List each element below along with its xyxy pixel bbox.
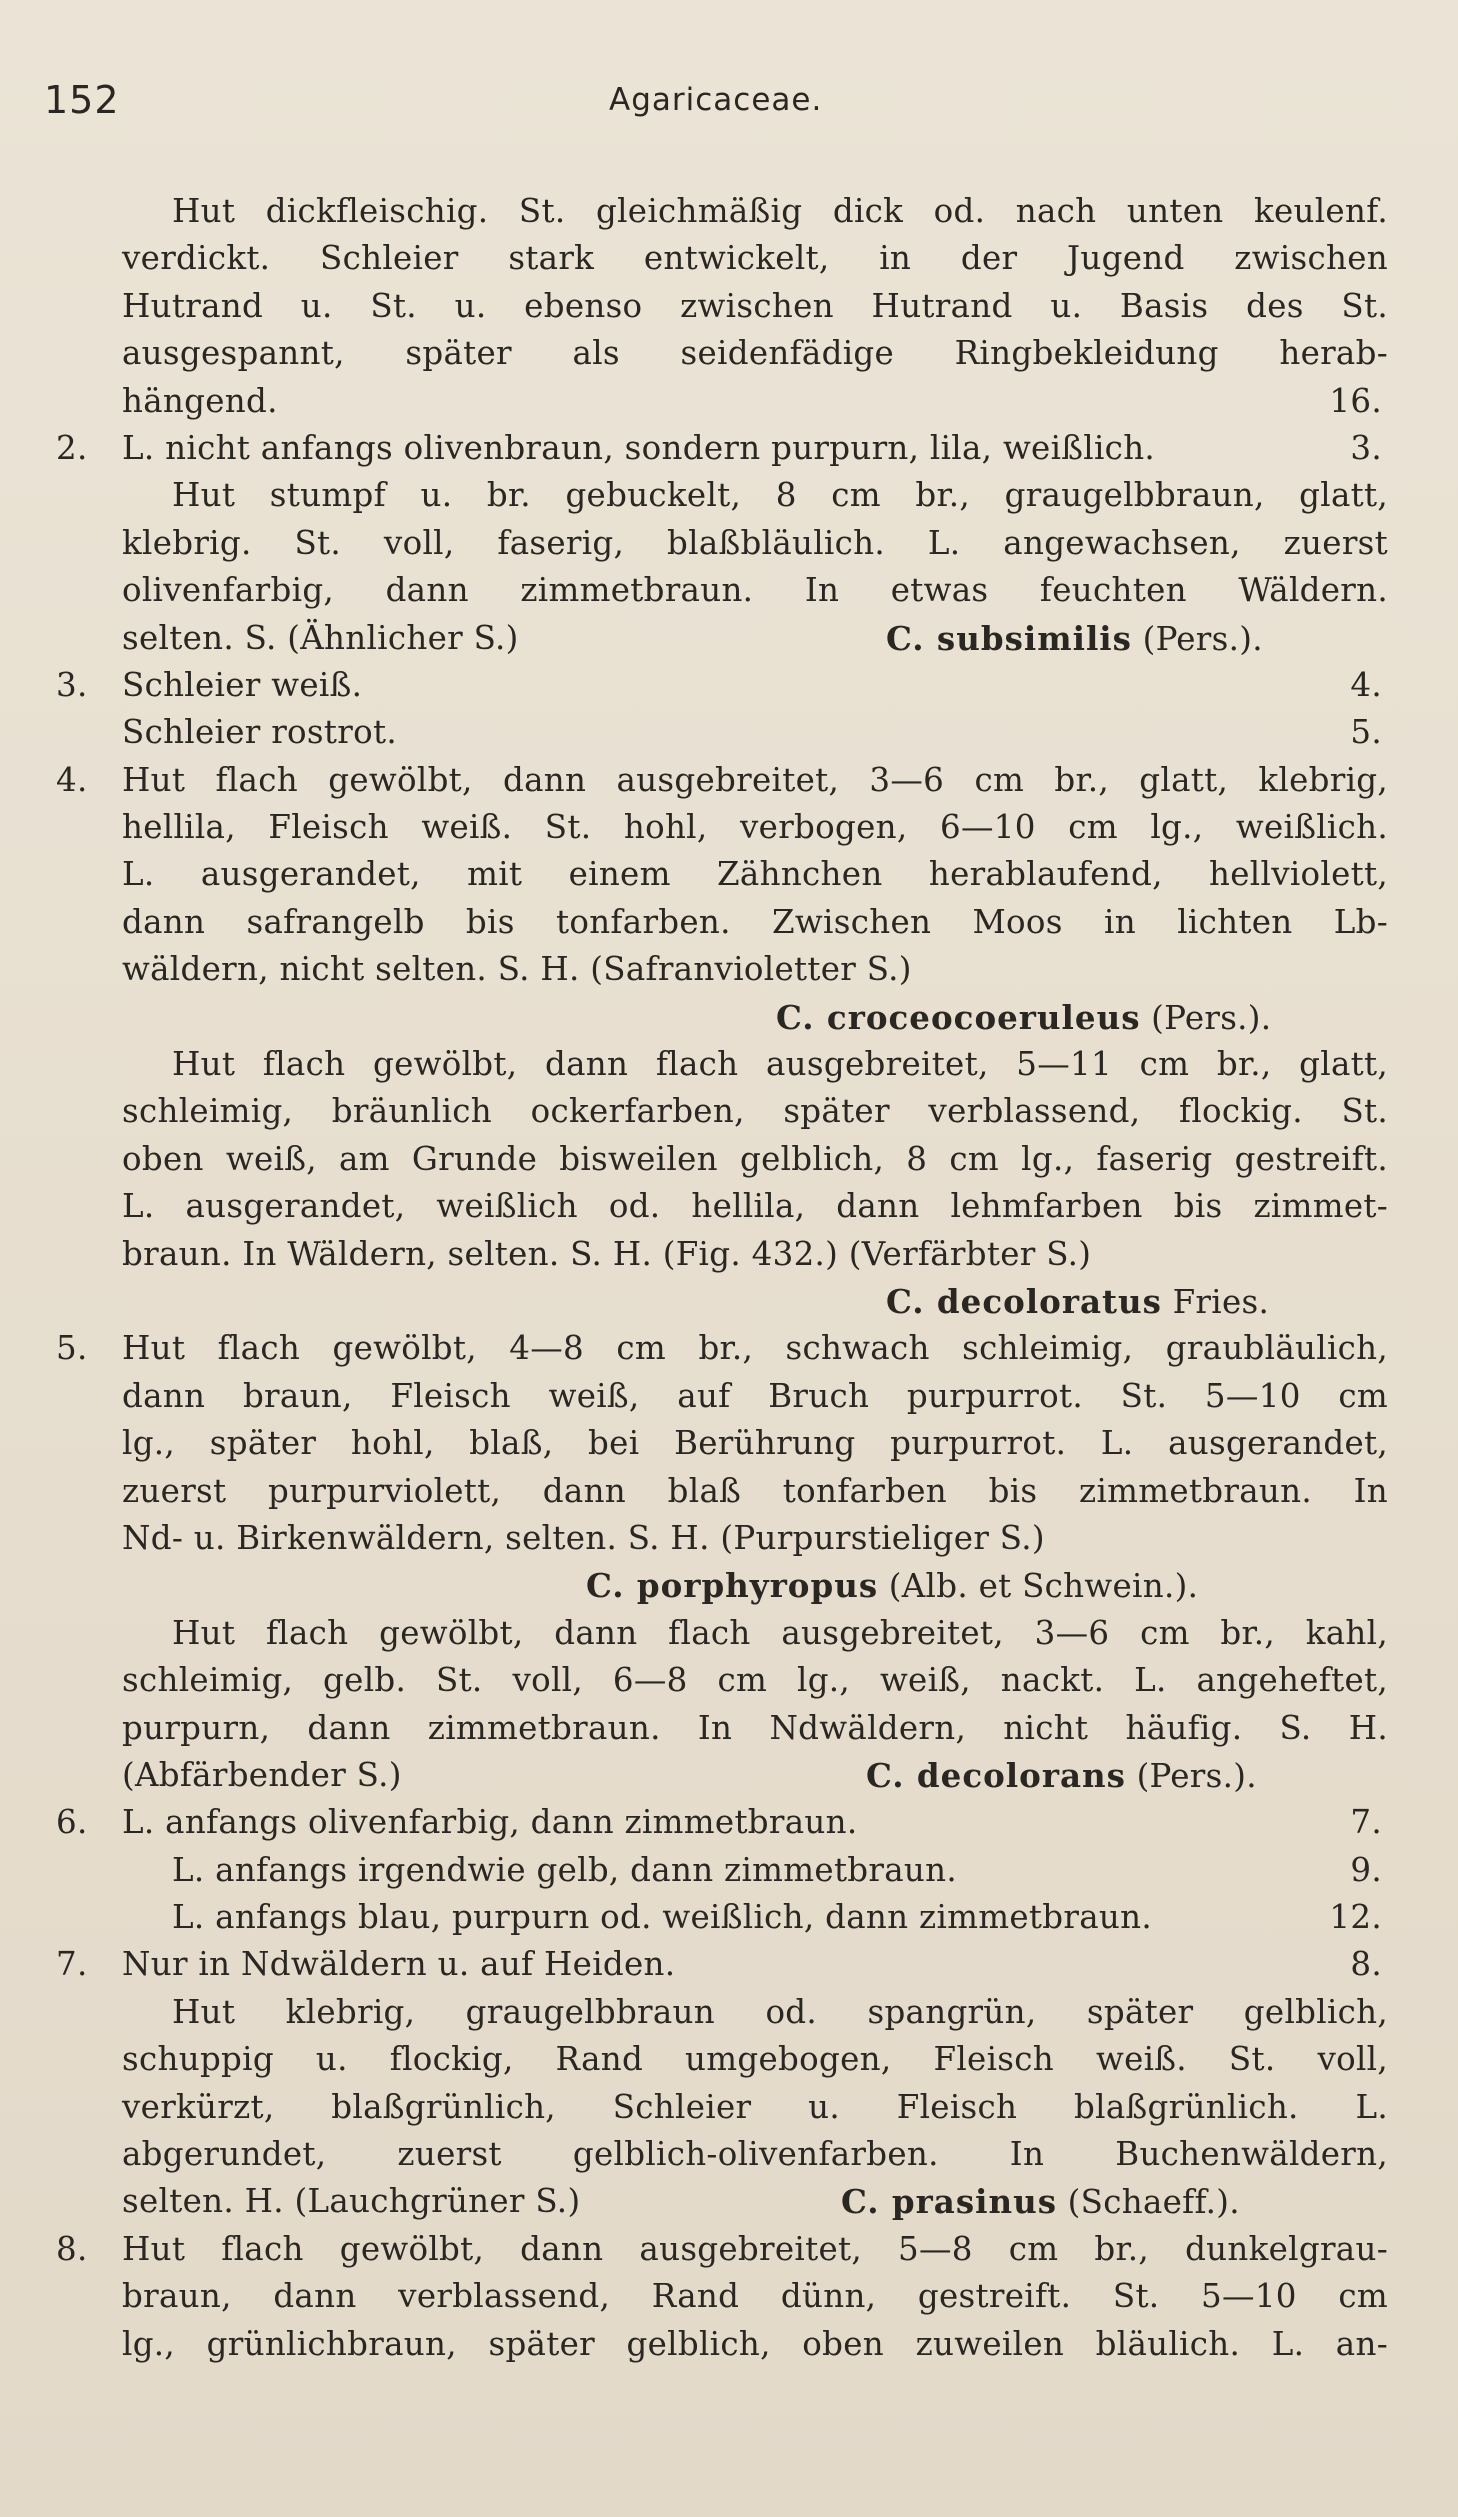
- species-name: [586, 1562, 1198, 1610]
- text-line: [56, 1420, 1388, 1467]
- text-line: [56, 1183, 1388, 1230]
- text-line: [56, 1941, 1388, 1988]
- text-line: [56, 946, 1388, 993]
- text-line: [56, 1041, 1388, 1088]
- line-text: Hut flach gewölbt, dann ausgebreitet, 3—6 cm br., glatt, klebrig,: [122, 760, 1388, 799]
- line-text: lg., grünlichbraun, später gelblich, oben zuweilen bläulich. L. an-: [122, 2324, 1388, 2363]
- key-step-number: 7.: [56, 1945, 88, 1984]
- text-line: [56, 520, 1388, 567]
- line-text: lg., später hohl, blaß, bei Berührung purpurrot. L. ausgerandet,: [122, 1424, 1388, 1463]
- line-text: braun, dann verblassend, Rand dünn, gestreift. St. 5—10 cm: [122, 2277, 1388, 2316]
- key-reference-number: 9.: [1350, 1850, 1382, 1889]
- line-text: Schleier weiß.: [122, 665, 363, 704]
- line-text: selten. H. (Lauchgrüner S.): [122, 2182, 581, 2221]
- line-text: Hut dickfleischig. St. gleichmäßig dick od. nach unten keulenf.: [172, 192, 1388, 230]
- species-name: [776, 994, 1271, 1042]
- key-step-number: 3.: [56, 665, 88, 704]
- line-text: abgerundet, zuerst gelblich-olivenfarben. In Buchenwäldern,: [122, 2135, 1388, 2174]
- text-line: [56, 1088, 1388, 1135]
- line-text: schuppig u. flockig, Rand umgebogen, Fleisch weiß. St. voll,: [122, 2040, 1388, 2079]
- text-line: [56, 1894, 1388, 1941]
- line-text: Hut flach gewölbt, dann flach ausgebreitet, 5—11 cm br., glatt,: [172, 1045, 1388, 1084]
- line-text: Hut stumpf u. br. gebuckelt, 8 cm br., graugelbbraun, glatt,: [172, 476, 1388, 515]
- key-step-number: 2.: [56, 428, 88, 467]
- line-text: Hut flach gewölbt, dann flach ausgebreitet, 3—6 cm br., kahl,: [172, 1613, 1388, 1652]
- text-line: [56, 2226, 1388, 2273]
- line-text: oben weiß, am Grunde bisweilen gelblich, 8 cm lg., faserig gestreift.: [122, 1139, 1388, 1178]
- text-line: [56, 567, 1388, 614]
- key-reference-number: 7.: [1350, 1803, 1382, 1842]
- text-line: [56, 2321, 1388, 2368]
- text-line: [56, 709, 1388, 756]
- text-line: [56, 1989, 1388, 2036]
- line-text: ausgespannt, später als seidenfädige Ringbekleidung herab-: [122, 334, 1388, 373]
- text-line: [56, 1657, 1388, 1704]
- key-step-number: 5.: [56, 1329, 88, 1368]
- line-text: L. anfangs irgendwie gelb, dann zimmetbraun.: [172, 1850, 958, 1889]
- line-text: Nd- u. Birkenwäldern, selten. S. H. (Purpurstieliger S.): [122, 1518, 1045, 1557]
- text-line: [56, 2178, 1388, 2225]
- text-line: [56, 330, 1388, 377]
- text-line: [56, 1231, 1388, 1278]
- species-name: [886, 615, 1263, 663]
- page-number: 152: [44, 78, 120, 122]
- line-text: purpurn, dann zimmetbraun. In Ndwäldern, nicht häufig. S. H.: [122, 1708, 1388, 1747]
- line-text: hängend.: [122, 381, 278, 420]
- line-text: wäldern, nicht selten. S. H. (Safranvioletter S.): [122, 950, 912, 989]
- text-line: [56, 1847, 1388, 1894]
- line-text: verkürzt, blaßgrünlich, Schleier u. Fleisch blaßgrünlich. L.: [122, 2087, 1388, 2126]
- text-line: [56, 851, 1388, 898]
- key-reference-number: 8.: [1350, 1945, 1382, 1984]
- text-line: [56, 283, 1388, 330]
- key-reference-number: 5.: [1350, 713, 1382, 752]
- text-line: [56, 662, 1388, 709]
- text-line: [56, 804, 1388, 851]
- line-text: L. nicht anfangs olivenbraun, sondern purpurn, lila, weißlich.: [122, 428, 1156, 467]
- text-line: [56, 899, 1388, 946]
- species-binomial: C. decoloratus: [886, 1281, 1162, 1321]
- species-author: (Pers.).: [1140, 998, 1272, 1037]
- text-line: [56, 1373, 1388, 1420]
- text-line: [56, 2273, 1388, 2320]
- species-author: (Schaeff.).: [1057, 2183, 1240, 2222]
- species-author: (Pers.).: [1131, 619, 1263, 658]
- line-text: L. ausgerandet, weißlich od. hellila, dann lehmfarben bis zimmet-: [122, 1187, 1388, 1226]
- line-text: (Abfärbender S.): [122, 1755, 402, 1794]
- species-author: Fries.: [1161, 1282, 1270, 1321]
- line-text: klebrig. St. voll, faserig, blaßbläulich. L. angewachsen, zuerst: [122, 523, 1388, 562]
- text-line: [56, 1752, 1388, 1799]
- line-text: Nur in Ndwäldern u. auf Heiden.: [122, 1945, 676, 1984]
- species-author: (Pers.).: [1125, 1756, 1257, 1795]
- species-binomial: C. porphyropus: [586, 1566, 879, 1606]
- line-text: selten. S. (Ähnlicher S.): [122, 618, 519, 657]
- line-text: Hut klebrig, graugelbbraun od. spangrün, später gelblich,: [172, 1992, 1388, 2031]
- text-line: [56, 2131, 1388, 2178]
- line-text: verdickt. Schleier stark entwickelt, in der Jugend zwischen: [122, 239, 1388, 278]
- line-text: dann braun, Fleisch weiß, auf Bruch purpurrot. St. 5—10 cm: [122, 1376, 1388, 1415]
- text-line: [56, 1278, 1388, 1325]
- line-text: Schleier rostrot.: [122, 713, 397, 752]
- key-reference-number: 12.: [1329, 1898, 1382, 1937]
- key-step-number: 6.: [56, 1803, 88, 1842]
- text-line: [56, 472, 1388, 519]
- line-text: dann safrangelb bis tonfarben. Zwischen Moos in lichten Lb-: [122, 902, 1388, 941]
- line-text: Hut flach gewölbt, dann ausgebreitet, 5—8 cm br., dunkelgrau-: [122, 2229, 1388, 2268]
- species-author: (Alb. et Schwein.).: [878, 1567, 1199, 1606]
- text-line: [56, 1610, 1388, 1657]
- key-reference-number: 4.: [1350, 665, 1382, 704]
- line-text: L. ausgerandet, mit einem Zähnchen herablaufend, hellviolett,: [122, 855, 1388, 894]
- text-line: [56, 1515, 1388, 1562]
- key-step-number: 4.: [56, 760, 88, 799]
- key-reference-number: 3.: [1350, 428, 1382, 467]
- line-text: L. anfangs blau, purpurn od. weißlich, dann zimmetbraun.: [172, 1898, 1152, 1937]
- text-line: [56, 1136, 1388, 1183]
- text-line: [56, 1799, 1388, 1846]
- text-line: [56, 378, 1388, 425]
- text-line: [56, 2084, 1388, 2131]
- key-text-block: [56, 188, 1388, 2368]
- text-line: [56, 235, 1388, 282]
- line-text: olivenfarbig, dann zimmetbraun. In etwas feuchten Wäldern.: [122, 571, 1388, 610]
- text-line: [56, 425, 1388, 472]
- text-line: [56, 2036, 1388, 2083]
- line-text: Hutrand u. St. u. ebenso zwischen Hutrand u. Basis des St.: [122, 286, 1388, 325]
- species-name: [866, 1752, 1257, 1800]
- running-head: Agaricaceae.: [609, 82, 823, 118]
- species-name: [886, 1278, 1269, 1326]
- line-text: schleimig, gelb. St. voll, 6—8 cm lg., weiß, nackt. L. angeheftet,: [122, 1661, 1388, 1700]
- line-text: L. anfangs olivenfarbig, dann zimmetbraun.: [122, 1803, 858, 1842]
- line-text: hellila, Fleisch weiß. St. hohl, verbogen, 6—10 cm lg., weißlich.: [122, 808, 1388, 847]
- key-reference-number: 16.: [1329, 381, 1382, 420]
- text-line: [56, 994, 1388, 1041]
- species-binomial: C. croceocoeruleus: [776, 997, 1141, 1037]
- species-name: [841, 2178, 1240, 2226]
- text-line: [56, 1325, 1388, 1372]
- species-binomial: C. decolorans: [866, 1755, 1126, 1795]
- line-text: braun. In Wäldern, selten. S. H. (Fig. 432.) (Verfärbter S.): [122, 1234, 1092, 1273]
- text-line: [56, 1705, 1388, 1752]
- text-line: [56, 188, 1388, 235]
- text-line: [56, 757, 1388, 804]
- species-binomial: C. prasinus: [841, 2182, 1058, 2222]
- text-line: [56, 1562, 1388, 1609]
- text-line: [56, 1468, 1388, 1515]
- key-step-number: 8.: [56, 2229, 88, 2268]
- line-text: Hut flach gewölbt, 4—8 cm br., schwach schleimig, graubläulich,: [122, 1329, 1388, 1368]
- species-binomial: C. subsimilis: [886, 618, 1132, 658]
- text-line: [56, 615, 1388, 662]
- line-text: zuerst purpurviolett, dann blaß tonfarben bis zimmetbraun. In: [122, 1471, 1388, 1510]
- page-header: [44, 78, 1384, 138]
- line-text: schleimig, bräunlich ockerfarben, später verblassend, flockig. St.: [122, 1092, 1388, 1131]
